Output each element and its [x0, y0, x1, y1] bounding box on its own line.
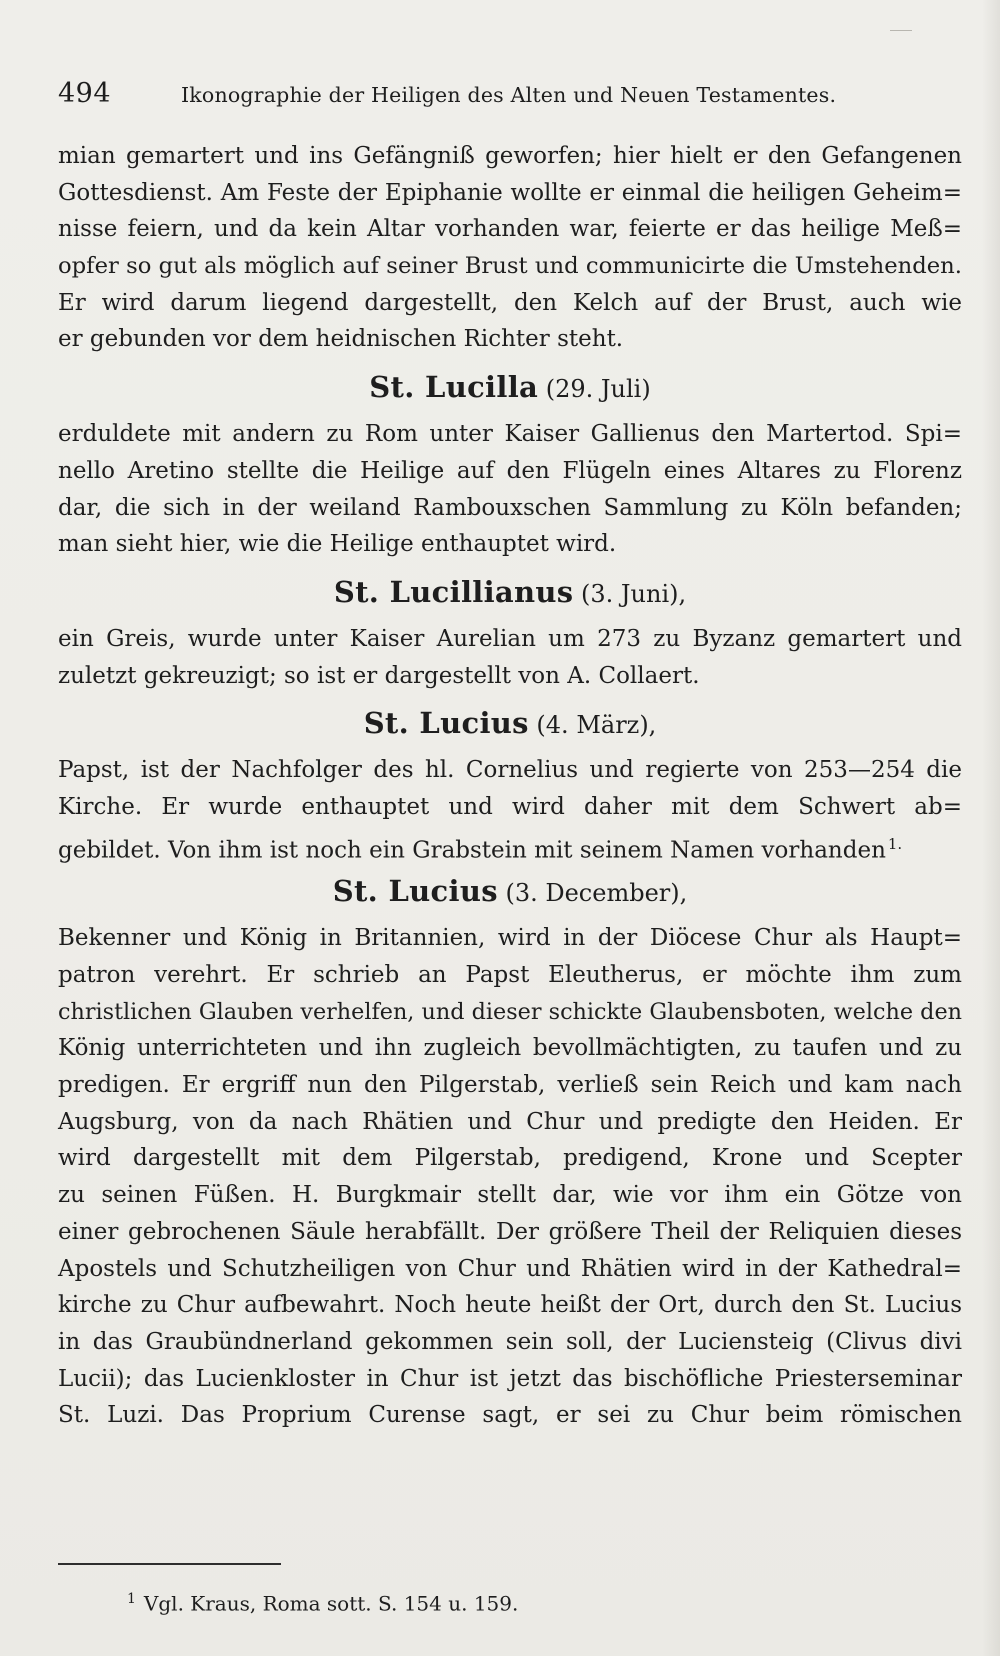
text-line: Er wird darum liegend dargestellt, den Kelch auf der Brust, auch wie [58, 289, 962, 316]
page-number: 494 [58, 78, 112, 109]
text-line: einer gebrochenen Säule herabfällt. Der größere Theil der Reliquien dieses [58, 1218, 962, 1245]
text-line: Gottesdienst. Am Feste der Epiphanie wollte er einmal die heiligen Geheim= [58, 179, 962, 206]
text-line [58, 826, 962, 863]
text-line: zu seinen Füßen. H. Burgkmair stellt dar, wie vor ihm ein Götze von [58, 1182, 962, 1209]
entry-heading [58, 358, 962, 416]
footnote [127, 1584, 518, 1619]
footnote-text: Vgl. Kraus, Roma sott. S. 154 u. 159. [143, 1591, 519, 1616]
saint-name: St. Lucius [332, 874, 498, 909]
feast-date: (29. Juli) [545, 375, 651, 404]
text-line: nello Aretino stellte die Heilige auf den Flügeln eines Altares zu Florenz [58, 457, 962, 484]
text-line: Papst, ist der Nachfolger des hl. Cornelius und regierte von 253—254 die [58, 757, 962, 784]
text-line: opfer so gut als möglich auf seiner Brust und communicirte die Umstehenden. [58, 253, 962, 280]
text-line: mian gemartert und ins Gefängniß geworfen; hier hielt er den Gefangenen [58, 143, 962, 169]
text-line: wird dargestellt mit dem Pilgerstab, predigend, Krone und Scepter [58, 1145, 962, 1172]
footnote-mark: 1 [127, 1591, 136, 1607]
running-head [58, 76, 963, 116]
text-line: ein Greis, wurde unter Kaiser Aurelian um 273 zu Byzanz gemartert und [58, 625, 962, 652]
feast-date: (4. März), [536, 711, 657, 740]
running-title: Ikonographie der Heiligen des Alten und Neuen Testamentes. [181, 83, 837, 107]
text-line: dar, die sich in der weiland Rambouxschen Sammlung zu Köln befanden; [58, 494, 962, 521]
feast-date: (3. Juni), [581, 579, 687, 608]
paper-speck [890, 30, 912, 31]
saint-name: St. Lucillianus [333, 574, 574, 609]
entry-heading [58, 563, 962, 621]
body-text [58, 138, 962, 1434]
text-line: patron verehrt. Er schrieb an Papst Eleutherus, er möchte ihm zum [58, 962, 962, 988]
text-line: Bekenner und König in Britannien, wird in der Diöcese Chur als Haupt= [58, 925, 962, 952]
text-line: Kirche. Er wurde enthauptet und wird daher mit dem Schwert ab= [58, 793, 962, 820]
saint-name: St. Lucius [363, 706, 529, 741]
text-line: Lucii); das Lucienkloster in Chur ist jetzt das bischöfliche Priesterseminar [58, 1365, 962, 1392]
text-line: Augsburg, von da nach Rhätien und Chur und predigte den Heiden. Er [58, 1108, 962, 1135]
text-line: christlichen Glauben verhelfen, und dieser schickte Glaubensboten, welche den [58, 998, 962, 1025]
text-line: erduldete mit andern zu Rom unter Kaiser Gallienus den Martertod. Spi= [58, 421, 962, 448]
feast-date: (3. December), [505, 879, 688, 908]
footnote-reference: 1. [887, 834, 903, 853]
entry-heading [58, 694, 962, 752]
saint-name: St. Lucilla [369, 370, 539, 405]
text-line: in das Graubündnerland gekommen sein soll, der Luciensteig (Clivus divi [58, 1328, 962, 1355]
text-line: König unterrichteten und ihn zugleich bevollmächtigten, zu taufen und zu [58, 1035, 962, 1062]
text-line: zuletzt gekreuzigt; so ist er dargestellt von A. Collaert. [58, 662, 700, 689]
text-line: predigen. Er ergriff nun den Pilgerstab, verließ sein Reich und kam nach [58, 1072, 962, 1099]
text-line: St. Luzi. Das Proprium Curense sagt, er sei zu Chur beim römischen [58, 1402, 962, 1429]
entry-heading [58, 862, 962, 920]
text-line: nisse feiern, und da kein Altar vorhanden war, feierte er das heilige Meß= [58, 216, 962, 243]
text-line-content: gebildet. Von ihm ist noch ein Grabstein mit seinem Namen vorhanden [58, 837, 886, 864]
text-line: kirche zu Chur aufbewahrt. Noch heute heißt der Ort, durch den St. Lucius [58, 1292, 962, 1319]
text-line: Apostels und Schutzheiligen von Chur und Rhätien wird in der Kathedral= [58, 1255, 962, 1282]
text-line: er gebunden vor dem heidnischen Richter steht. [58, 326, 624, 353]
footnote-divider [58, 1563, 281, 1565]
text-line: man sieht hier, wie die Heilige enthauptet wird. [58, 531, 617, 558]
